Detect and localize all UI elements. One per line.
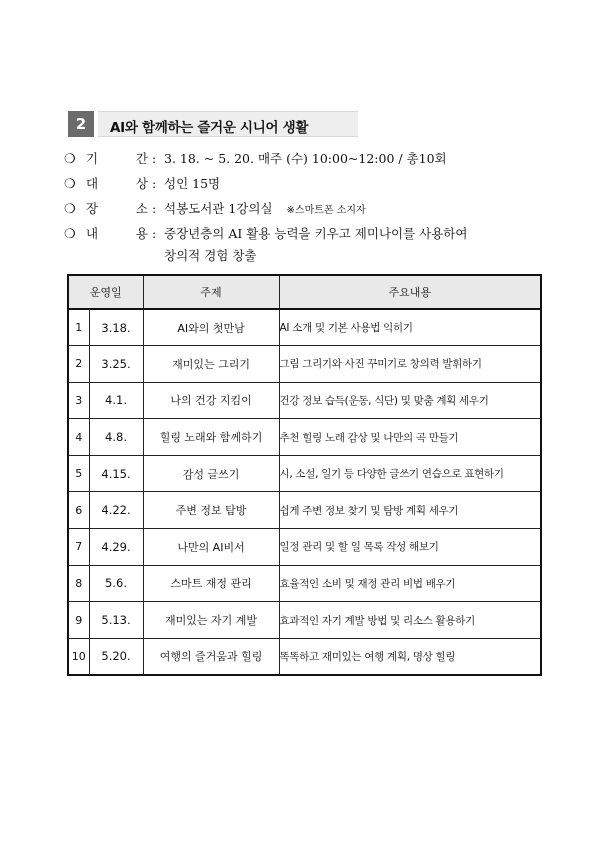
row-description: AI 소개 및 기본 사용법 익히기 — [279, 309, 541, 346]
table-row — [68, 309, 541, 346]
row-description: 효과적인 자기 계발 방법 및 리소스 활용하기 — [279, 602, 541, 639]
schedule-table — [67, 274, 542, 676]
row-number: 4 — [68, 419, 89, 456]
table-row — [68, 455, 541, 492]
row-number: 7 — [68, 529, 89, 566]
row-description: 시, 소설, 일기 등 다양한 글쓰기 연습으로 표현하기 — [279, 455, 541, 492]
info-value — [164, 203, 366, 216]
table-row — [68, 346, 541, 383]
row-description: 건강 정보 습득(운동, 식단) 및 맞춤 계획 세우기 — [279, 382, 541, 419]
row-description: 일정 관리 및 할 일 목록 작성 해보기 — [279, 529, 541, 566]
info-value: 중장년층의 AI 활용 능력을 키우고 제미나이를 사용하여 — [164, 226, 468, 241]
info-colon: : — [152, 201, 157, 216]
row-number: 8 — [68, 565, 89, 602]
info-colon: : — [152, 151, 157, 166]
row-date: 4.8. — [89, 419, 143, 456]
circle-bullet-icon: ❍ — [64, 227, 76, 242]
row-date: 4.1. — [89, 382, 143, 419]
section-title: AI와 함께하는 즐거운 시니어 생활 — [110, 120, 309, 136]
info-note: ※스마트폰 소지자 — [286, 205, 366, 216]
row-date: 5.13. — [89, 602, 143, 639]
column-header-topic: 주제 — [143, 275, 279, 309]
row-topic: 여행의 즐거움과 힐링 — [143, 638, 279, 675]
info-value-continuation: 창의적 경험 창출 — [164, 248, 257, 263]
column-header-date: 운영일 — [68, 275, 143, 309]
row-description: 쉽게 주변 정보 찾기 및 탐방 계획 세우기 — [279, 492, 541, 529]
info-label-last: 상 — [135, 176, 148, 191]
row-description: 똑똑하고 재미있는 여행 계획, 명상 힐링 — [279, 638, 541, 675]
row-date: 4.29. — [89, 529, 143, 566]
row-number: 9 — [68, 602, 89, 639]
info-label-last: 용 — [135, 226, 148, 241]
table-row — [68, 529, 541, 566]
info-value: 성인 15명 — [164, 176, 221, 191]
info-value-text: 석봉도서관 1강의실 — [164, 201, 273, 216]
row-number: 5 — [68, 455, 89, 492]
row-number: 3 — [68, 382, 89, 419]
table-row — [68, 419, 541, 456]
info-label-last: 간 — [135, 151, 148, 166]
row-topic: 나의 건강 지킴이 — [143, 382, 279, 419]
table-header-row — [68, 275, 541, 309]
section-title-bar — [98, 111, 358, 137]
circle-bullet-icon: ❍ — [64, 202, 76, 217]
table-row — [68, 492, 541, 529]
row-date: 5.6. — [89, 565, 143, 602]
row-topic: 재미있는 그리기 — [143, 346, 279, 383]
info-value: 3. 18. ~ 5. 20. 매주 (수) 10:00~12:00 / 총10회 — [164, 151, 447, 166]
row-topic: 감성 글쓰기 — [143, 455, 279, 492]
row-number: 2 — [68, 346, 89, 383]
table-row — [68, 565, 541, 602]
info-label-first: 내 — [86, 226, 99, 241]
row-description: 효율적인 소비 및 재정 관리 비법 배우기 — [279, 565, 541, 602]
row-description: 추천 힐링 노래 감상 및 나만의 곡 만들기 — [279, 419, 541, 456]
info-label-last: 소 — [135, 201, 148, 216]
row-description: 그림 그리기와 사진 꾸미기로 창의력 발휘하기 — [279, 346, 541, 383]
section-number: 2 — [68, 111, 94, 137]
circle-bullet-icon: ❍ — [64, 177, 76, 192]
info-label-first: 장 — [86, 201, 99, 216]
info-label-first: 대 — [86, 176, 99, 191]
table-row — [68, 382, 541, 419]
info-label-first: 기 — [86, 151, 99, 166]
table-row — [68, 638, 541, 675]
row-date: 3.25. — [89, 346, 143, 383]
row-number: 6 — [68, 492, 89, 529]
row-number: 1 — [68, 309, 89, 346]
row-topic: 스마트 재정 관리 — [143, 565, 279, 602]
column-header-content: 주요내용 — [279, 275, 541, 309]
circle-bullet-icon: ❍ — [64, 152, 76, 167]
row-date: 4.22. — [89, 492, 143, 529]
table-row — [68, 602, 541, 639]
row-date: 4.15. — [89, 455, 143, 492]
row-date: 5.20. — [89, 638, 143, 675]
row-topic: 재미있는 자기 계발 — [143, 602, 279, 639]
section-header — [68, 111, 358, 137]
row-topic: 나만의 AI비서 — [143, 529, 279, 566]
row-topic: AI와의 첫만남 — [143, 309, 279, 346]
row-number: 10 — [68, 638, 89, 675]
info-colon: : — [152, 226, 157, 241]
row-date: 3.18. — [89, 309, 143, 346]
info-colon: : — [152, 176, 157, 191]
row-topic: 힐링 노래와 함께하기 — [143, 419, 279, 456]
row-topic: 주변 정보 탐방 — [143, 492, 279, 529]
